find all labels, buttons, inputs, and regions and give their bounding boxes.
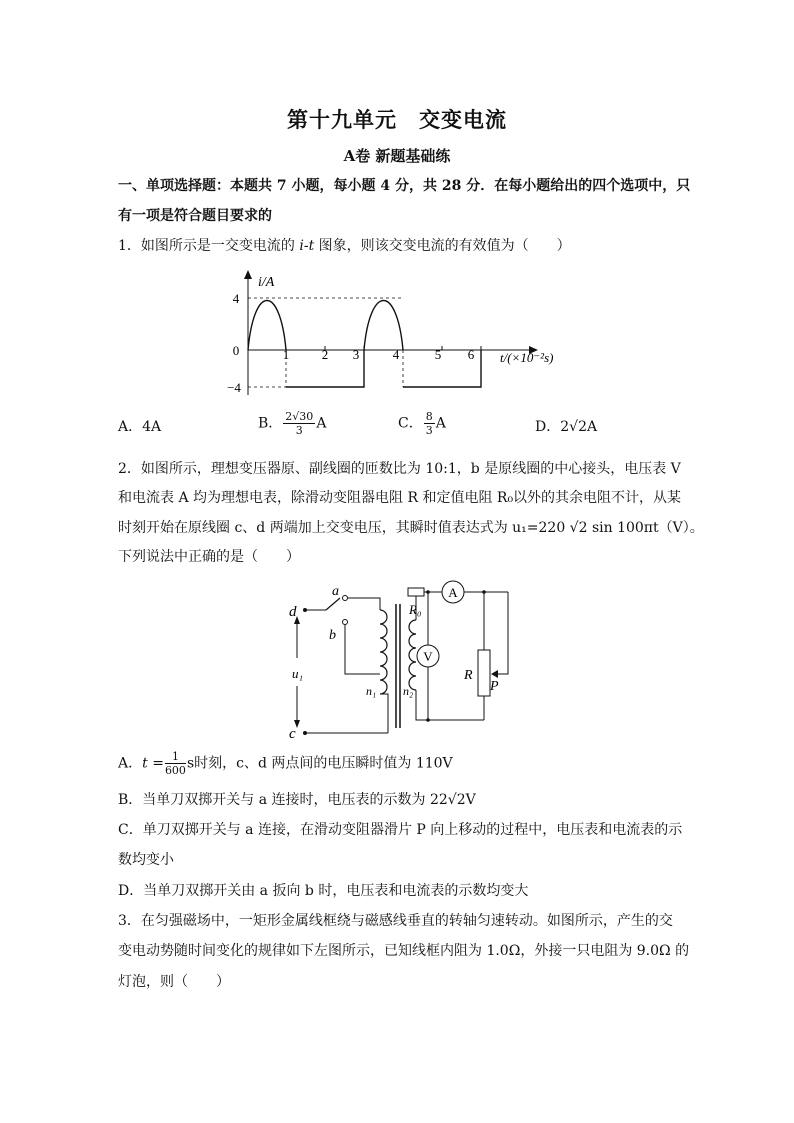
q2-transformer-circuit (280, 578, 530, 743)
q1-stem-b: 图象，则该交变电流的有效值为（ ） (314, 238, 571, 254)
resistor-r0 (408, 588, 424, 596)
q2-option-c[interactable]: C．单刀双掷开关与 a 连接，在滑动变阻器滑片 P 向上移动的过程中，电压表和电流表的示 (118, 822, 683, 838)
q1-it-graph (220, 264, 580, 404)
y-tick-neg4: −4 (227, 380, 241, 395)
page-subtitle: A卷 新题基础练 (343, 147, 451, 165)
q1-number: 1． (118, 238, 141, 254)
q2-stem-1: 2．如图所示，理想变压器原、副线圈的匝数比为 10:1，b 是原线圈的中心接头，电压表 V (118, 461, 681, 477)
section-heading-cont: 有一项是符合题目要求的 (118, 208, 272, 224)
half-sine-2 (364, 301, 403, 351)
x-tick-6: 6 (467, 347, 475, 362)
switch-blade (326, 598, 340, 610)
q1-option-a[interactable]: A．4A (118, 419, 162, 435)
secondary-coil (409, 620, 416, 690)
rheostat-r (478, 650, 490, 696)
terminal-a (343, 596, 348, 601)
svg-text:b: b (329, 628, 336, 643)
x-tick-4: 4 (392, 347, 400, 362)
fraction: $\frac{8}{3}$ (425, 410, 433, 437)
x-tick-5: 5 (434, 347, 442, 362)
fraction: $\frac{1}{600}$ (164, 750, 186, 777)
svg-text:a: a (332, 584, 339, 599)
primary-coil (380, 610, 387, 694)
q2-option-c-cont: 数均变小 (118, 852, 174, 868)
page-title: 第十九单元 交变电流 (287, 107, 507, 132)
svg-text:n₁: n₁ (366, 684, 377, 698)
q3-stem-1: 3．在匀强磁场中，一矩形金属线框绕与磁感线垂直的转轴匀速转动。如图所示，产生的交 (118, 913, 673, 929)
q2-stem-3: 时刻开始在原线圈 c、d 两端加上交变电压，其瞬时值表达式为 u₁=220 √2 sin 100πt（V）。 (118, 520, 704, 536)
x-tick-1: 1 (282, 347, 290, 362)
q2-stem-2: 和电流表 A 均为理想电表，除滑动变阻器电阻 R 和定值电阻 R₀以外的其余电阻不计，从某 (118, 490, 682, 506)
svg-text:d: d (289, 604, 297, 620)
svg-text:c: c (289, 726, 296, 742)
svg-text:u₁: u₁ (292, 666, 304, 681)
q2-option-b[interactable]: B．当单刀双掷开关与 a 连接时，电压表的示数为 22√2V (118, 792, 476, 808)
svg-text:R₀: R₀ (409, 602, 422, 617)
q3-stem-3: 灯泡，则（ ） (118, 974, 230, 990)
fraction: $\frac{2√30}{3}$ (285, 410, 314, 437)
section-heading: 一、单项选择题：本题共 7 小题，每小题 4 分，共 28 分．在每小题给出的四个选项中，只 (118, 178, 691, 194)
x-tick-3: 3 (352, 347, 360, 362)
x-axis-label: t/(×10⁻²s) (500, 350, 554, 365)
svg-text:R: R (464, 668, 473, 683)
q1-stem (118, 236, 571, 256)
y-tick-0: 0 (232, 343, 240, 358)
q1-option-d[interactable]: D．2√2A (535, 419, 598, 435)
half-sine-1 (248, 301, 286, 351)
svg-text:V: V (423, 649, 433, 664)
q1-option-c[interactable]: C． $\frac{8}{3}$ A (398, 410, 446, 437)
q1-var: i-t (299, 238, 315, 254)
terminal-b (343, 620, 348, 625)
q2-option-a[interactable]: A．t = $\frac{1}{600}$ s时刻，c、d 两点间的电压瞬时值为 110V (118, 750, 453, 777)
q1-option-b[interactable]: B． $\frac{2√30}{3}$ A (258, 410, 327, 437)
svg-text:n₂: n₂ (403, 684, 414, 698)
q1-stem-a: 如图所示是一交变电流的 (140, 238, 300, 254)
q3-stem-2: 变电动势随时间变化的规律如下左图所示，已知线框内阻为 1.0Ω，外接一只电阻为 9.0Ω 的 (118, 943, 690, 959)
y-axis-arrow (244, 270, 252, 279)
slider-p (491, 670, 498, 678)
q2-option-d[interactable]: D．当单刀双掷开关由 a 扳向 b 时，电压表和电流表的示数均变大 (118, 883, 529, 899)
svg-text:A: A (448, 585, 458, 600)
svg-text:P: P (490, 679, 499, 694)
y-axis-label: i/A (258, 275, 275, 290)
x-tick-2: 2 (321, 347, 329, 362)
y-tick-4: 4 (232, 291, 240, 306)
q2-stem-4: 下列说法中正确的是（ ） (118, 549, 300, 565)
